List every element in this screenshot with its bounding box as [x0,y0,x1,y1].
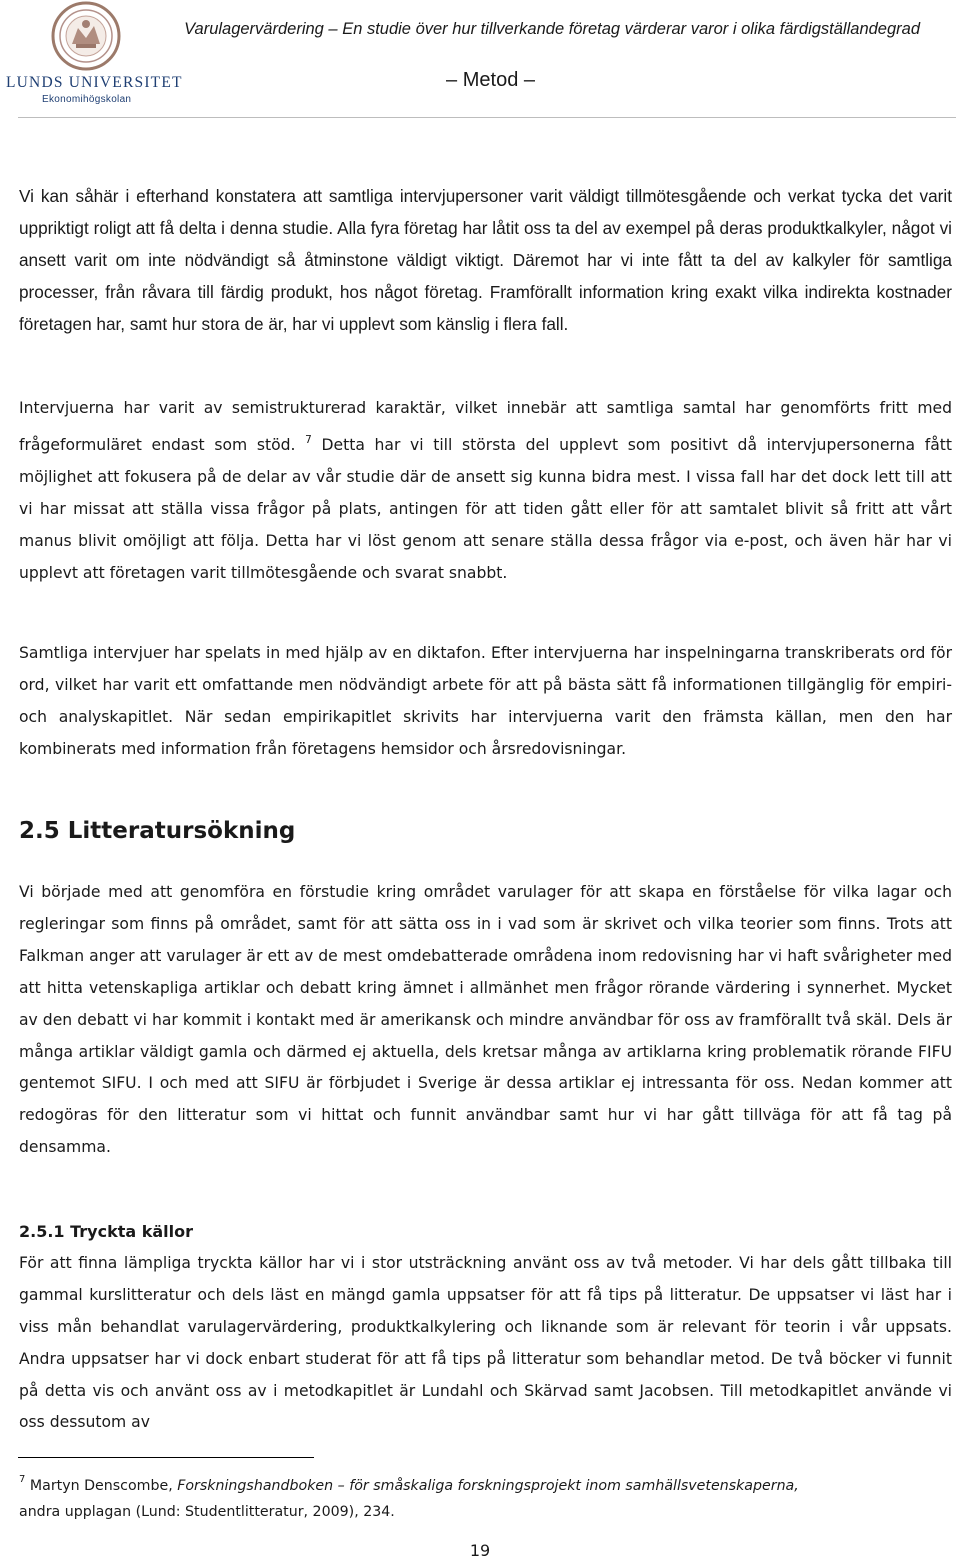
section-heading: 2.5 Litteratursökning [19,818,296,844]
page-number: 19 [469,1541,491,1560]
body-block-5 [19,1216,952,1439]
footnote-publication: andra upplagan (Lund: Studentlitteratur, 2009), 234. [19,1504,395,1520]
section-header: – Metod – [446,69,535,91]
footnote-mark: 7 [19,1474,26,1485]
footnote [19,1467,949,1525]
university-name: LUNDS UNIVERSITET [6,74,183,91]
paragraph-text: Intervjuerna har varit av semistrukturerad karaktär, vilket innebär att samtliga samtal har genomförts fritt med frågeformuläret endast som stöd. [19,399,952,454]
footnote-reference[interactable]: 7 [305,433,312,446]
running-title: Varulagervärdering – En studie över hur tillverkande företag värderar varor i olika färdigställandegrad [184,20,920,38]
paragraph: För att finna lämpliga tryckta källor har vi i stor utsträckning använt oss av två metoder. Vi har dels gått tillbaka till gammal kurslitteratur och dels läst en mängd gamla uppsatser för att få tips på litteratur. De uppsatser vi läst har i viss mån behandlat varulagervärdering, produktkalkylering och liknande som är relevant för teorin i vår uppsats. Andra uppsatser har vi dock enbart studerat för att få tips på litteratur som behandlar metod. De två böcker vi funnit på detta vis och använt oss av i metodkapitlet är Lundahl och Skärvad samt Jacobsen. Till metodkapitlet använde vi oss dessutom av [19,1253,952,1432]
body-block-3 [19,638,952,766]
university-logo [6,0,183,110]
paragraph: Samtliga intervjuer har spelats in med hjälp av en diktafon. Efter intervjuerna har inspelningarna transkriberats ord för ord, vilket har varit ett omfattande men nödvändigt arbete för att på bästa sätt få informationen tillgänglig för empiri- och analyskapitlet. När sedan empirikapitlet skrivits har intervjuerna varit den främsta källan, men den har kombinerats med information från företagens hemsidor och årsredovisningar. [19,644,952,758]
body-block-2 [19,393,952,589]
body-block-4 [19,877,952,1164]
paragraph-text: Detta har vi till största del upplevt som positivt då intervjupersonerna fått möjlighet att fokusera på de delar av vår studie där de ansett sig kunna bidra mest. I vissa fall har det dock lett till att vi har missat att ställa vissa frågor på plats, antingen för att tiden gått eller för att samtalet blivit så fritt att vårt manus blivit omöjligt att följa. Detta har vi löst genom att senare ställa dessa frågor via e-post, och även här har vi upplevt att företagen varit tillmötesgående och svarat snabbt. [19,435,952,582]
paragraph: Vi kan såhär i efterhand konstatera att samtliga intervjupersoner varit väldigt tillmötesgående och verkat tycka det varit uppriktigt roligt att få delta i denna studie. Alla fyra företag har låtit oss ta del av exempel på deras produktkalkyler, något vi ansett varit om inte nödvändigt så åtminstone väldigt viktigt. Däremot har vi inte fått ta del av kalkyler för samtliga processer, från råvara till färdig produkt, hos något företag. Framförallt information kring exakt vilka indirekta kostnader företagen har, samt hur stora de är, har vi upplevt som känslig i flera fall. [19,186,952,334]
footnote-title: Forskningshandboken – för småskaliga forskningsprojekt inom samhällsvetenskaperna, [177,1478,799,1494]
paragraph [19,393,952,589]
school-name: Ekonomihögskolan [42,94,132,105]
header-divider [18,117,956,118]
footnote-divider [18,1457,314,1458]
body-block-1 [19,181,952,341]
subsection-heading: 2.5.1 Tryckta källor [19,1222,194,1241]
footnote-author: Martyn Denscombe, [29,1478,173,1494]
paragraph: Vi började med att genomföra en förstudie kring området varulager för att skapa en förståelse för vilka lagar och regleringar som finns på området, samt för att sätta oss in i vad som är skrivet och vilka teorier som finns. Trots att Falkman anger att varulager är ett av de mest omdebatterade områdena inom redovisning har vi haft svårigheter med att hitta vetenskapliga artiklar och debatt kring ämnet i allmänhet men frågor rörande värdering i synnerhet. Mycket av den debatt vi har kommit i kontakt med är amerikansk och mindre användbar för oss av framförallt två skäl. Dels är många artiklar väldigt gamla och därmed ej aktuella, dels kretsar många av artiklarna kring problematik rörande FIFU gentemot SIFU. I och med att SIFU är förbjudet i Sverige är dessa artiklar ej intressanta för oss. Nedan kommer att redogöras för den litteratur som vi hittat och funnit användbar samt hur vi har gått tillväga för att få tag på densamma. [19,883,952,1157]
university-seal-icon [6,0,166,76]
